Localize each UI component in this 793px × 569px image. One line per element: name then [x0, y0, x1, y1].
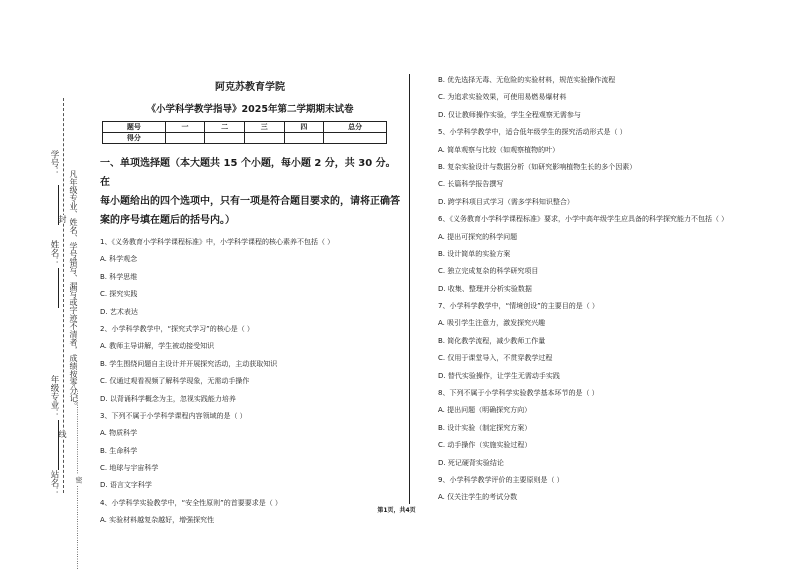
option: B. 学生围绕问题自主设计并开展探究活动，主动获取知识	[100, 359, 278, 368]
score-cell: 题号	[103, 122, 166, 133]
score-blank[interactable]	[324, 133, 387, 144]
score-cell: 四	[284, 122, 324, 133]
section-heading	[100, 154, 400, 230]
option: B. 设计实验（制定探究方案）	[438, 423, 532, 432]
school-name: 阿克苏教育学院	[215, 82, 285, 93]
option: D. 艺术表达	[100, 307, 138, 316]
option: D. 替代实验操作，让学生无需动手实践	[438, 371, 560, 380]
option: C. 仅用于课堂导入，不贯穿教学过程	[438, 354, 553, 363]
question-3	[100, 412, 400, 499]
option: C. 探究实践	[100, 290, 138, 299]
grade-major-blank[interactable]	[58, 420, 59, 470]
name-blank[interactable]	[58, 268, 59, 308]
score-row-label: 得分	[103, 133, 166, 144]
score-table	[102, 121, 387, 144]
option: D. 收集、整理并分析实验数据	[438, 284, 532, 293]
score-table-score-row	[103, 133, 387, 144]
score-cell: 三	[244, 122, 284, 133]
warning-notice: 凡年级专业、姓名、学号错写、漏写或字迹不清者，成绩按零分记。	[69, 170, 78, 410]
score-blank[interactable]	[244, 133, 284, 144]
line-mark: 线	[58, 430, 67, 438]
option: B. 生命科学	[100, 446, 138, 455]
option: C. 动手操作（实施实验过程）	[438, 441, 532, 450]
score-blank[interactable]	[165, 133, 205, 144]
question-stem: 8、下列不属于小学科学实验教学基本环节的是（ ）	[438, 389, 599, 398]
option: A. 吸引学生注意力，激发探究兴趣	[438, 319, 546, 328]
question-8	[438, 389, 758, 476]
option: B. 简化教学流程，减少教师工作量	[438, 336, 546, 345]
column-divider	[409, 74, 410, 504]
option: D. 跨学科项目式学习（需多学科知识整合）	[438, 197, 574, 206]
option: C. 独立完成复杂的科学研究项目	[438, 267, 539, 276]
score-table-header-row	[103, 122, 387, 133]
exam-title: 《小学科学教学指导》2025年第二学期期末试卷	[146, 104, 354, 115]
section-heading-line: 每小题给出的四个选项中，只有一项是符合题目要求的，请将正确答	[100, 196, 400, 207]
score-blank[interactable]	[284, 133, 324, 144]
question-6	[438, 215, 758, 302]
option: B. 复杂实验设计与数据分析（如研究影响植物生长的多个因素）	[438, 162, 637, 171]
section-heading-line: 案的序号填在题后的括号内。）	[100, 215, 235, 226]
left-column	[100, 78, 400, 525]
question-stem: 9、小学科学教学评价的主要原则是（ ）	[438, 475, 564, 484]
question-stem: 4、小学科学实验教学中，“安全性原则”的首要要求是（ ）	[100, 498, 282, 507]
seal-notice: ……………………………… 密 ………………………………	[75, 390, 83, 569]
score-cell: 二	[205, 122, 245, 133]
page-footer: 第1页，共4页	[377, 507, 416, 514]
option: C. 地球与宇宙科学	[100, 464, 159, 473]
right-column	[438, 76, 758, 502]
question-stem: 1、《义务教育小学科学课程标准》中，小学科学课程的核心素养不包括（ ）	[100, 238, 335, 246]
student-id-label: 学号：	[49, 150, 59, 176]
question-5	[438, 128, 758, 215]
option: D. 语言文字科学	[100, 481, 152, 490]
option: A. 科学观念	[100, 255, 138, 264]
option: A. 提出可探究的科学问题	[438, 232, 518, 241]
option: D. 仅让教师操作实验，学生全程观察无需参与	[438, 110, 581, 119]
question-stem: 5、小学科学教学中，适合低年级学生的探究活动形式是（ ）	[438, 128, 627, 137]
option: A. 实验材料越复杂越好，增强探究性	[100, 516, 215, 525]
option: B. 优先选择无毒、无危险的实验材料，规范实验操作流程	[438, 76, 616, 84]
option: C. 仅通过观看视频了解科学现象，无需动手操作	[100, 377, 250, 386]
option: B. 科学思维	[100, 272, 138, 281]
seal-mark: 封	[58, 215, 67, 223]
option: A. 物质科学	[100, 429, 138, 438]
question-7	[438, 302, 758, 389]
question-stem: 7、小学科学教学中，“情境创设”的主要目的是（ ）	[438, 302, 599, 311]
question-stem: 6、《义务教育小学科学课程标准》要求，小学中高年级学生应具备的科学探究能力不包括（ ）	[438, 215, 729, 224]
option: C. 长篇科学报告撰写	[438, 180, 504, 189]
option: D. 死记硬背实验结论	[438, 458, 504, 467]
section-heading-line: 一、单项选择题（本大题共 15 个小题，每小题 2 分，共 30 分。在	[100, 158, 396, 188]
institution-label: 站名：	[49, 470, 59, 496]
question-2	[100, 325, 400, 412]
binding-margin	[0, 0, 92, 569]
name-label: 姓名：	[49, 240, 59, 266]
question-1	[100, 238, 400, 325]
option: A. 提出问题（明确探究方向）	[438, 406, 532, 415]
option: C. 为追求实验效果，可使用易燃易爆材料	[438, 93, 567, 102]
question-stem: 3、下列不属于小学科学课程内容领域的是（ ）	[100, 411, 247, 420]
question-9	[438, 476, 758, 502]
option: D. 以背诵科学概念为主，忽视实践能力培养	[100, 394, 236, 403]
grade-major-label: 年级专业：	[49, 375, 59, 418]
score-cell: 总分	[324, 122, 387, 133]
option: A. 教师主导讲解，学生被动接受知识	[100, 342, 215, 351]
option: A. 简单观察与比较（如观察植物的叶）	[438, 145, 560, 154]
score-blank[interactable]	[205, 133, 245, 144]
option: B. 设计简单的实验方案	[438, 249, 511, 258]
question-stem: 2、小学科学教学中，“探究式学习”的核心是（ ）	[100, 324, 254, 333]
option: A. 仅关注学生的考试分数	[438, 493, 518, 502]
score-cell: 一	[165, 122, 205, 133]
question-4-continued	[438, 76, 758, 128]
